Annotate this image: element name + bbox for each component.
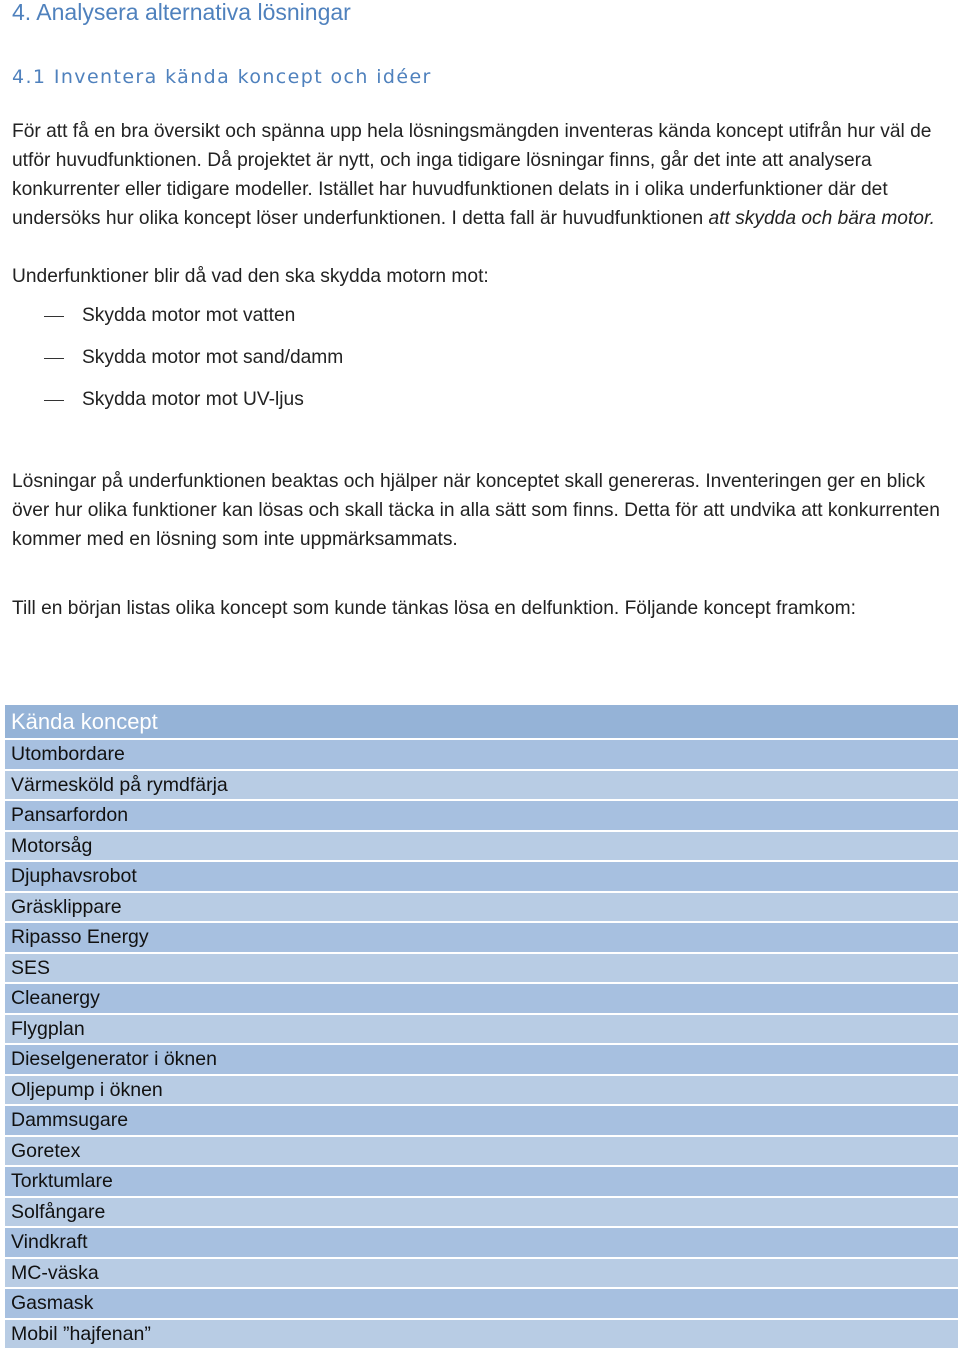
table-body xyxy=(5,739,958,1349)
intro-text: För att få en bra översikt och spänna upp hela lösningsmängden inventeras kända koncept utifrån hur väl de utför huvudfunktionen. Då projektet är nytt, och inga tidigare lösningar finns, går det inte att analysera konkurrenter eller tidigare modeller. Istället har huvudfunktionen delats in i olika underfunktioner där det undersöks hur olika koncept löser underfunktionen. I detta fall är huvudfunktionen xyxy=(12,121,932,229)
table-cell: Mobil ”hajfenan” xyxy=(5,1319,958,1350)
table-row xyxy=(5,1227,958,1258)
table-cell: Torktumlare xyxy=(5,1166,958,1197)
table-row xyxy=(5,1197,958,1228)
solutions-paragraph: Lösningar på underfunktionen beaktas och hjälper när konceptet skall genereras. Inventeringen ger en blick över hur olika funktioner kan lösas och skall täcka in alla sätt som finns. Detta för att undvika att konkurrenten kommer med en lösning som inte uppmärksammats. xyxy=(12,471,940,550)
intro-paragraph xyxy=(12,117,952,233)
subfunctions-list xyxy=(0,298,343,424)
table-row xyxy=(5,892,958,923)
table-cell: Vindkraft xyxy=(5,1227,958,1258)
subsection-heading: 4.1 Inventera kända koncept och idéer xyxy=(12,66,432,88)
table-row xyxy=(5,770,958,801)
known-concepts-table xyxy=(5,705,958,1350)
table-row xyxy=(5,922,958,953)
table-row xyxy=(5,1166,958,1197)
table-row xyxy=(5,861,958,892)
table-row xyxy=(5,953,958,984)
table-cell: Pansarfordon xyxy=(5,800,958,831)
table-row xyxy=(5,1105,958,1136)
table-cell: Ripasso Energy xyxy=(5,922,958,953)
table-header-row xyxy=(5,705,958,739)
table-cell: Utombordare xyxy=(5,739,958,770)
dash-bullet-icon xyxy=(44,316,64,317)
table-row xyxy=(5,1044,958,1075)
table-row xyxy=(5,1075,958,1106)
list-item-label: Skydda motor mot vatten xyxy=(82,305,296,326)
table-cell: Flygplan xyxy=(5,1014,958,1045)
table-row xyxy=(5,1258,958,1289)
dash-bullet-icon xyxy=(44,358,64,359)
table-cell: Solfångare xyxy=(5,1197,958,1228)
subfunctions-lead: Underfunktioner blir då vad den ska skydda motorn mot: xyxy=(12,266,489,287)
table-row xyxy=(5,983,958,1014)
section-heading: 4. Analysera alternativa lösningar xyxy=(12,0,351,25)
table-header-cell: Kända koncept xyxy=(5,705,958,739)
table-cell: Värmesköld på rymdfärja xyxy=(5,770,958,801)
table-cell: Cleanergy xyxy=(5,983,958,1014)
concepts-intro-paragraph: Till en början listas olika koncept som kunde tänkas lösa en delfunktion. Följande koncept framkom: xyxy=(12,598,856,619)
table-cell: Djuphavsrobot xyxy=(5,861,958,892)
table-cell: Oljepump i öknen xyxy=(5,1075,958,1106)
table-row xyxy=(5,831,958,862)
table-cell: SES xyxy=(5,953,958,984)
table-row xyxy=(5,1288,958,1319)
list-item xyxy=(0,340,343,382)
table-cell: Dieselgenerator i öknen xyxy=(5,1044,958,1075)
list-item xyxy=(0,298,343,340)
table-row xyxy=(5,800,958,831)
table-row xyxy=(5,1014,958,1045)
table-cell: MC-väska xyxy=(5,1258,958,1289)
intro-italic-text: att skydda och bära motor. xyxy=(708,208,935,229)
table-cell: Gräsklippare xyxy=(5,892,958,923)
list-item-label: Skydda motor mot sand/damm xyxy=(82,347,344,368)
table-cell: Gasmask xyxy=(5,1288,958,1319)
dash-bullet-icon xyxy=(44,400,64,401)
table-cell: Dammsugare xyxy=(5,1105,958,1136)
table-row xyxy=(5,1319,958,1350)
table-row xyxy=(5,1136,958,1167)
table-cell: Goretex xyxy=(5,1136,958,1167)
list-item xyxy=(0,382,343,424)
table-cell: Motorsåg xyxy=(5,831,958,862)
list-item-label: Skydda motor mot UV-ljus xyxy=(82,389,304,410)
table-row xyxy=(5,739,958,770)
